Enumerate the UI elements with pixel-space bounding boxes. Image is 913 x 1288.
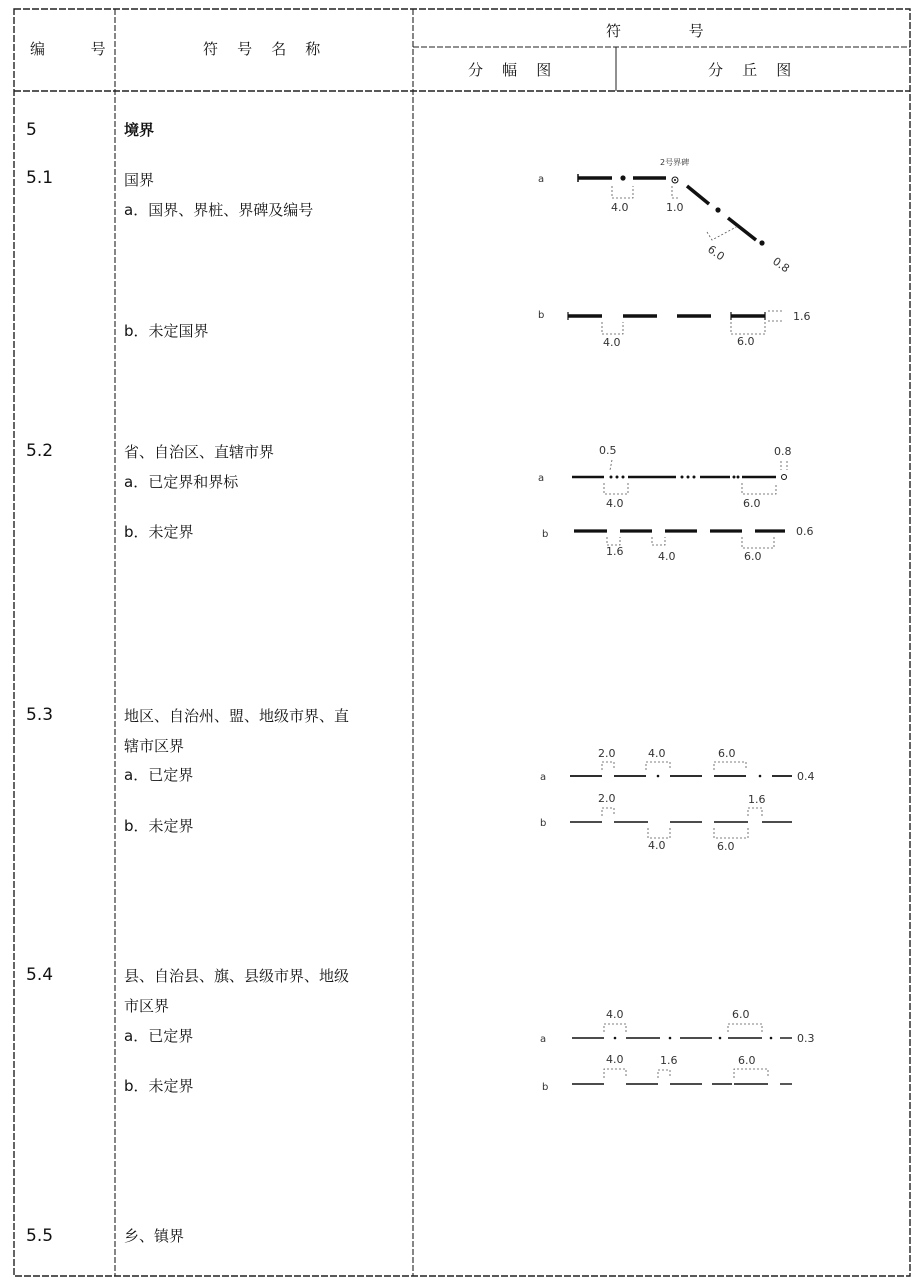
dim-label: 6.0	[732, 1008, 750, 1021]
symbol-5-1-a	[538, 157, 792, 275]
header-number-char: 号	[90, 40, 106, 58]
symbol-5-1-b	[538, 310, 811, 349]
row-name: b．未定界	[124, 1077, 194, 1095]
dim-label: 0.6	[796, 525, 814, 538]
row-name: a．已定界	[124, 1027, 194, 1045]
header-hill-char: 丘	[742, 61, 758, 79]
dim-label: 0.5	[599, 444, 617, 457]
symbol-5-4-a	[540, 1008, 815, 1045]
dim-label: 0.8	[770, 254, 792, 276]
row-number: 5	[26, 120, 37, 140]
row-number: 5.3	[26, 705, 54, 725]
symbol-5-3-b	[540, 792, 792, 853]
label-a: a	[540, 1034, 547, 1045]
header-hill-char: 分	[708, 61, 724, 79]
dim-label: 6.0	[705, 242, 727, 264]
dim-label: 4.0	[606, 497, 624, 510]
dim-label: 1.0	[666, 201, 684, 214]
dim-label: 0.8	[774, 445, 792, 458]
row-number: 5.2	[26, 441, 54, 461]
marker-label: 2号界碑	[660, 158, 690, 167]
label-b: b	[542, 1082, 549, 1093]
row-name: 市区界	[124, 997, 170, 1015]
dim-label: 0.4	[797, 770, 815, 783]
dim-label: 4.0	[606, 1008, 624, 1021]
row-name: 地区、自治州、盟、地级市界、直	[124, 707, 350, 725]
dim-label: 1.6	[606, 545, 624, 558]
row-name: a．国界、界桩、界碑及编号	[124, 201, 314, 219]
header-number-char: 编	[30, 40, 46, 58]
dim-label: 1.6	[793, 310, 811, 323]
dim-label: 6.0	[744, 550, 762, 563]
row-name: a．已定界和界标	[124, 473, 239, 491]
dim-label: 4.0	[648, 747, 666, 760]
row-name: b．未定国界	[124, 322, 209, 340]
row-name: b．未定界	[124, 523, 194, 541]
label-a: a	[538, 174, 545, 185]
header-symbol-char: 号	[688, 22, 704, 40]
dim-label: 6.0	[743, 497, 761, 510]
header-name-char: 符	[203, 40, 219, 58]
header-sheet-char: 幅	[502, 61, 518, 79]
dim-label: 0.3	[797, 1032, 815, 1045]
row-name: 辖市区界	[124, 737, 185, 755]
row-name: 省、自治区、直辖市界	[124, 443, 275, 461]
symbol-5-4-b	[542, 1053, 792, 1093]
dim-label: 4.0	[648, 839, 666, 852]
row-name: a．已定界	[124, 766, 194, 784]
header-sheet-char: 图	[536, 61, 552, 79]
header-hill-char: 图	[776, 61, 792, 79]
dim-label: 6.0	[718, 747, 736, 760]
dim-label: 2.0	[598, 747, 616, 760]
label-b: b	[538, 310, 545, 321]
row-name: 乡、镇界	[124, 1227, 185, 1245]
row-name-boundary: 境界	[124, 121, 155, 139]
dim-label: 4.0	[603, 336, 621, 349]
row-name: 国界	[124, 171, 155, 189]
symbol-5-2-a	[538, 444, 792, 510]
label-b: b	[540, 818, 547, 829]
header-name-char: 称	[305, 40, 321, 58]
header-name-char: 名	[271, 40, 287, 58]
dim-label: 1.6	[748, 793, 766, 806]
dim-label: 4.0	[658, 550, 676, 563]
label-a: a	[538, 473, 545, 484]
dim-label: 1.6	[660, 1054, 678, 1067]
header-symbol-char: 符	[606, 22, 622, 40]
header-name-char: 号	[237, 40, 253, 58]
symbol-5-3-a	[540, 747, 815, 783]
dim-label: 6.0	[717, 840, 735, 853]
dim-label: 2.0	[598, 792, 616, 805]
dim-label: 6.0	[737, 335, 755, 348]
row-name: b．未定界	[124, 817, 194, 835]
dim-label: 4.0	[606, 1053, 624, 1066]
row-name: 县、自治县、旗、县级市界、地级	[124, 967, 350, 985]
row-number: 5.5	[26, 1226, 54, 1246]
row-number: 5.1	[26, 168, 54, 188]
dim-label: 4.0	[611, 201, 629, 214]
label-a: a	[540, 772, 547, 783]
header-sheet-char: 分	[468, 61, 484, 79]
row-number: 5.4	[26, 965, 54, 985]
dim-label: 6.0	[738, 1054, 756, 1067]
label-b: b	[542, 529, 549, 540]
symbol-5-2-b	[542, 525, 814, 563]
